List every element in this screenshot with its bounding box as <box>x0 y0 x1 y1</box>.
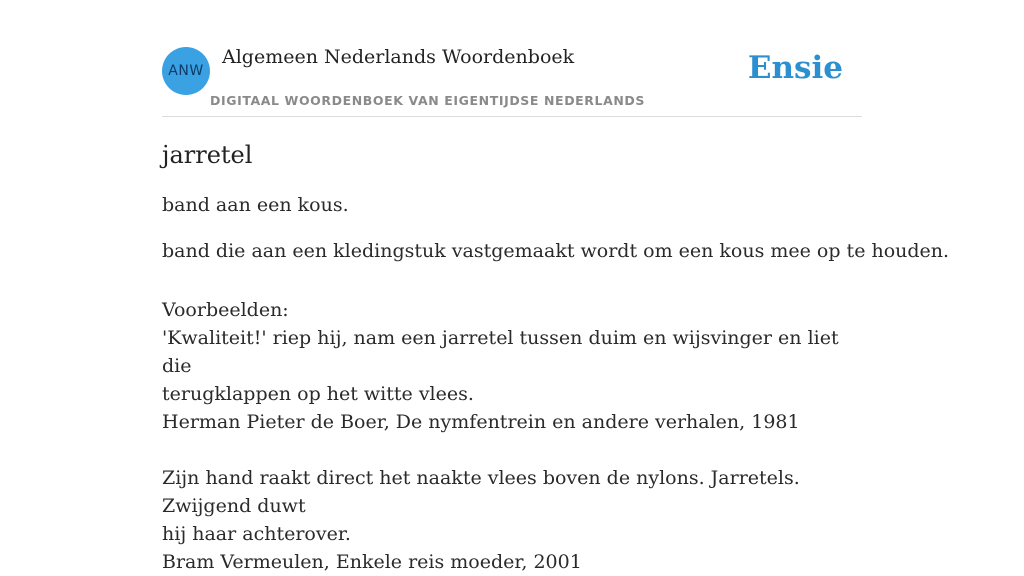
example-source: Herman Pieter de Boer, De nymfentrein en andere verhalen, 1981 <box>162 411 800 433</box>
examples-label: Voorbeelden: <box>162 299 289 321</box>
entry-content <box>162 140 950 573</box>
example-source: Bram Vermeulen, Enkele reis moeder, 2001 <box>162 551 582 573</box>
site-subtitle: DIGITAAL WOORDENBOEK VAN EIGENTIJDSE NEDERLANDS <box>210 93 646 108</box>
example-text-line: hij haar achterover. <box>162 523 351 545</box>
short-definition: band aan een kous. <box>162 194 349 216</box>
ensie-brand-link[interactable]: Ensie <box>747 50 843 86</box>
anw-logo[interactable]: ANW <box>162 47 210 95</box>
site-title[interactable]: Algemeen Nederlands Woordenboek <box>222 46 575 68</box>
example-spacer <box>162 436 872 464</box>
example-text-line: 'Kwaliteit!' riep hij, nam een jarretel tussen duim en wijsvinger en liet die <box>162 327 839 377</box>
long-definition: band die aan een kledingstuk vastgemaakt wordt om een kous mee op te houden. <box>162 240 950 262</box>
example-text-line: terugklappen op het witte vlees. <box>162 383 474 405</box>
headword: jarretel <box>162 141 253 169</box>
example-text-line: Zijn hand raakt direct het naakte vlees boven de nylons. Jarretels. Zwijgend duwt <box>162 467 800 517</box>
site-header <box>162 0 862 117</box>
examples-block <box>162 296 872 576</box>
